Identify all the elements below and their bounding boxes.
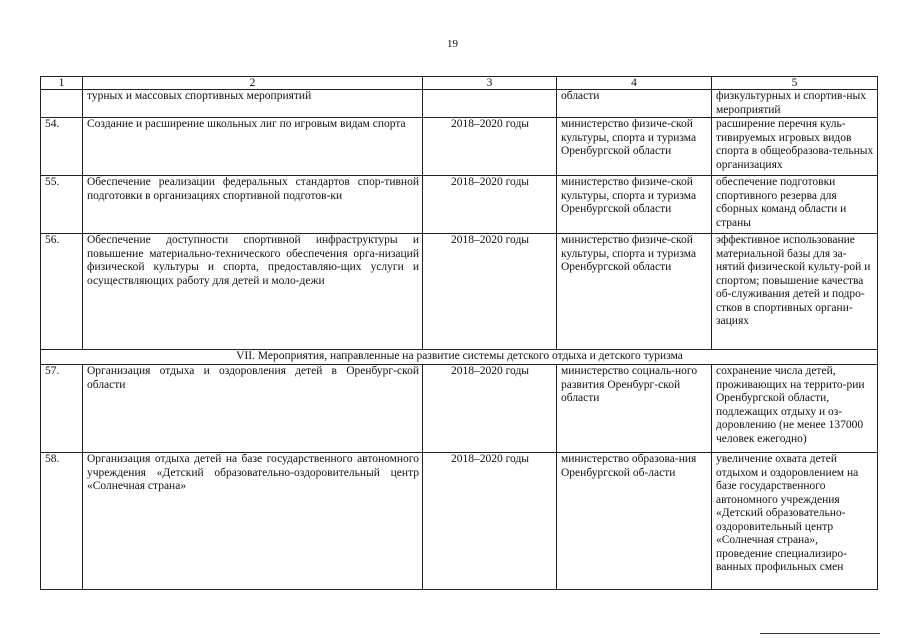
executor-text: области — [557, 90, 712, 118]
section-row — [41, 350, 878, 365]
executor-text: министерство образова-ния Оренбургской об-ласти — [557, 453, 712, 590]
period-text — [423, 90, 557, 118]
measure-text: Организация отдыха и оздоровления детей в Оренбург-ской области — [83, 365, 423, 453]
result-text: эффективное использование материальной базы для за-нятий физической культу-рой и спортом; повышение качества об-служивания детей и подро-стков в спортивных органи-зациях — [712, 234, 878, 350]
row-number: 54. — [41, 118, 83, 176]
period-text: 2018–2020 годы — [423, 118, 557, 176]
period-text: 2018–2020 годы — [423, 365, 557, 453]
column-header: 5 — [712, 77, 878, 90]
measure-text: Обеспечение реализации федеральных стандартов спор-тивной подготовки в организациях спортивной подготов-ки — [83, 176, 423, 234]
measure-text: Организация отдыха детей на базе государственного автономного учреждения «Детский образовательно-оздоровительный центр «Солнечная страна» — [83, 453, 423, 590]
period-text: 2018–2020 годы — [423, 176, 557, 234]
column-header: 4 — [557, 77, 712, 90]
column-header: 1 — [41, 77, 83, 90]
result-text: увеличение охвата детей отдыхом и оздоровлением на базе государственного автономного учреждения «Детский образовательно-оздоровительный центр «Солнечная страна», проведение специализиро-ванных профильных смен — [712, 453, 878, 590]
executor-text: министерство физиче-ской культуры, спорта и туризма Оренбургской области — [557, 234, 712, 350]
result-text: сохранение числа детей, проживающих на террито-рии Оренбургской области, подлежащих отдыху и оз-доровлению (не менее 137000 человек ежегодно) — [712, 365, 878, 453]
column-number-row — [41, 77, 878, 90]
measure-text: Создание и расширение школьных лиг по игровым видам спорта — [83, 118, 423, 176]
executor-text: министерство социаль-ного развития Оренбург-ской области — [557, 365, 712, 453]
column-header: 3 — [423, 77, 557, 90]
row-number — [41, 90, 83, 118]
table-row — [41, 176, 878, 234]
row-number: 55. — [41, 176, 83, 234]
measures-table — [40, 76, 878, 590]
row-number: 58. — [41, 453, 83, 590]
result-text: физкультурных и спортив-ных мероприятий — [712, 90, 878, 118]
executor-text: министерство физиче-ской культуры, спорта и туризма Оренбургской области — [557, 176, 712, 234]
row-number: 57. — [41, 365, 83, 453]
table-row — [41, 365, 878, 453]
table-row — [41, 118, 878, 176]
period-text: 2018–2020 годы — [423, 234, 557, 350]
row-number: 56. — [41, 234, 83, 350]
executor-text: министерство физиче-ской культуры, спорта и туризма Оренбургской области — [557, 118, 712, 176]
result-text: расширение перечня куль-тивируемых игровых видов спорта в общеобразова-тельных организациях — [712, 118, 878, 176]
table-row — [41, 453, 878, 590]
table-row — [41, 234, 878, 350]
bottom-rule — [760, 633, 880, 634]
page-number: 19 — [447, 38, 458, 50]
column-header: 2 — [83, 77, 423, 90]
measure-text: турных и массовых спортивных мероприятий — [83, 90, 423, 118]
section-heading: VII. Мероприятия, направленные на развитие системы детского отдыха и детского туризма — [41, 350, 878, 365]
measure-text: Обеспечение доступности спортивной инфраструктуры и повышение материально-технического обеспечения орга-низаций физической культуры и спорта, предоставляю-щих услуги и осуществляющих работу для детей и моло-дежи — [83, 234, 423, 350]
table-row — [41, 90, 878, 118]
period-text: 2018–2020 годы — [423, 453, 557, 590]
result-text: обеспечение подготовки спортивного резерва для сборных команд области и страны — [712, 176, 878, 234]
